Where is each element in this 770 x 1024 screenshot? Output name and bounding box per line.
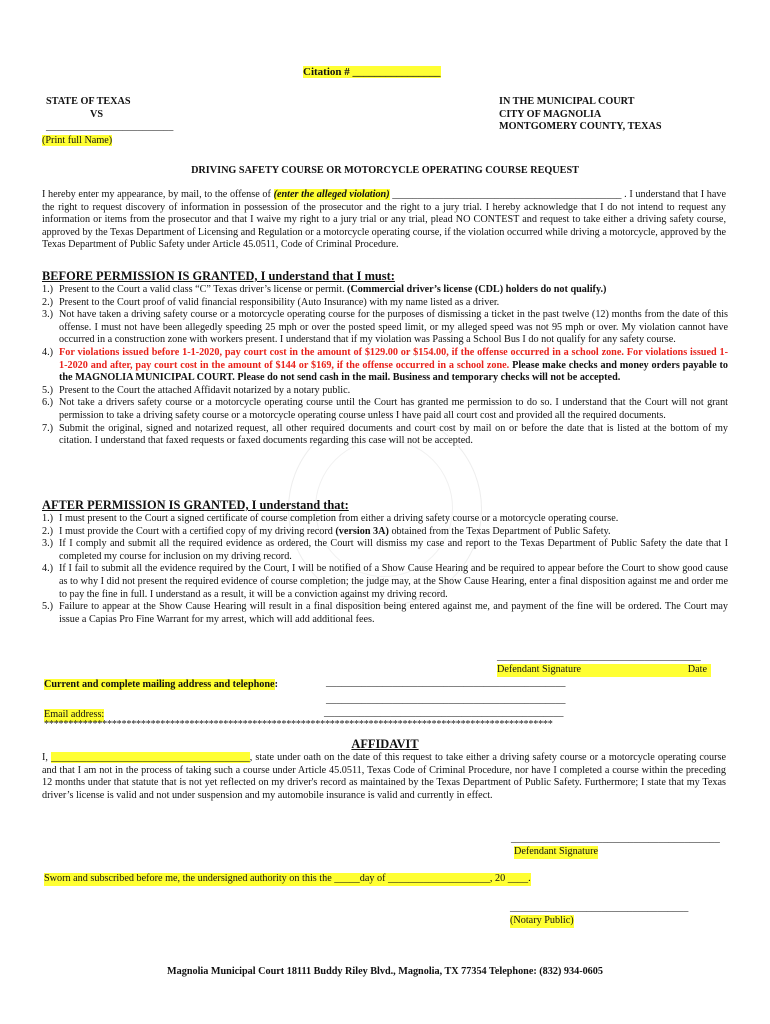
sworn-statement: Sworn and subscribed before me, the undersigned authority on this the _____day of ____________________, 20 ____.	[44, 873, 531, 884]
list-item: 1.) Present to the Court a valid class “C” Texas driver’s license or permit. (Commercial driver’s license (CDL) holders do not qualify.)	[42, 284, 607, 295]
list-item: 2.) I must provide the Court with a certified copy of my driving record (version 3A) obtained from the Texas Department of Public Safety.	[42, 525, 611, 537]
list-item: 5.) Failure to appear at the Show Cause Hearing will result in a final disposition being entered against me, and payment of the fine will be ordered. The Court may issue a Capias Pro Fine Warrant for my arrest, which will add additional fees.	[42, 601, 728, 625]
vs-label: VS	[90, 108, 104, 120]
email-label: Email address:	[44, 709, 105, 720]
citation-blank[interactable]: ________________	[352, 66, 441, 78]
list-item: 5.) Present to the Court the attached Affidavit notarized by a notary public.	[42, 384, 351, 396]
notary-label: (Notary Public)	[510, 915, 574, 926]
date-label: Date	[687, 664, 707, 675]
before-heading: BEFORE PERMISSION IS GRANTED, I understand that I must:	[42, 269, 395, 283]
affidavit-signature-line[interactable]: _________________________________________	[511, 833, 720, 844]
list-item: 4.) If I fail to submit all the evidence required by the Court, I will be notified of a Show Cause Hearing and be required to appear before the Court to show good cause as to why I did not present the required evidence of course completion; the judge may, at the Show Cause Hearing, enter a final disposition against me and order me to pay the fine in full. I understand as a result, it will be a conviction against my driving record.	[42, 563, 728, 600]
address-label: Current and complete mailing address and telephone:	[44, 679, 278, 690]
affidavit-heading: AFFIDAVIT	[351, 737, 419, 751]
list-item: 3.) If I comply and submit all the required evidence as ordered, the Court will dismiss my case and report to the Texas Department of Public Safety the date that I completed my course for inclusion on my driving record.	[42, 538, 728, 562]
after-heading: AFTER PERMISSION IS GRANTED, I understand that:	[42, 498, 349, 512]
defendant-signature-label: Defendant Signature Date	[497, 664, 711, 677]
defendant-signature-line[interactable]: ________________________________________	[497, 651, 701, 662]
list-item: 3.) Not have taken a driving safety course or a motorcycle operating course for the purposes of dismissing a ticket in the past twelve (12) months from the date of this offense. I must not have been allegedly speeding 25 mph or over the posted speed limit, or my alleged speed was not 95 mph or over. My violation cannot have occurred in a construction zone with workers present. I understand that if my violation was Passing a School Bus I do not qualify for any safety course.	[42, 309, 728, 346]
after-section	[42, 498, 728, 626]
email-line[interactable]: _______________________________________________	[324, 707, 564, 718]
city-name: CITY OF MAGNOLIA	[499, 108, 602, 120]
affidavit-signature-label: Defendant Signature	[514, 846, 599, 857]
affidavit-paragraph: I, _______________________________________, state under oath on the date of this request to take either a driving safety course or a motorcycle operating course and that I am not in the process of taking such a course under Article 45.0511, Texas Code of Criminal Procedure, nor have I completed a course within the preceding 12 months under that statute that is not yet reflected on my driver's record as maintained by the Texas Department of Public Safety. Furthermore; I state that my Texas driver’s license is valid and not under suspension and my automobile insurance is valid and currently in effect.	[42, 752, 726, 801]
list-item: 1.) I must present to the Court a signed certificate of course completion from either a driving safety course or a motorcycle operating course.	[42, 513, 619, 524]
notary-signature-line[interactable]: ___________________________________	[510, 902, 689, 913]
intro-paragraph: I hereby enter my appearance, by mail, to the offense of (enter the alleged violation) _____________________________________________ . I understand that I have the right to request discovery of information in possession of the prosecutor and the right to a jury trial. I hereby acknowledge that I do not intend to request any information or items from the prosecutor and that I waive my right to a jury trial or any trial, plead NO CONTEST and request to take either a driving safety course, approved by the Texas Department of Licensing and Regulation or a motorcycle operating course, if the violation occurred while driving a motorcycle, approved by the Texas Department of Public Safety under Article 45.0511, Code of Criminal Procedure.	[42, 189, 726, 251]
page-title: DRIVING SAFETY COURSE OR MOTORCYCLE OPERATING COURSE REQUEST	[191, 165, 579, 176]
list-item: 2.) Present to the Court proof of valid financial responsibility (Auto Insurance) with my name listed as a driver.	[42, 296, 500, 308]
county-name: MONTGOMERY COUNTY, TEXAS	[499, 121, 662, 133]
offense-label: (enter the alleged violation)	[273, 189, 390, 200]
defendant-name-line[interactable]: _________________________	[46, 121, 174, 132]
separator-stars: *********************************************************************************************************	[44, 719, 553, 730]
list-item: 6.) Not take a drivers safety course or a motorcycle operating course until the Court has granted me permission to do so. I understand that the Court will not grant permission to take a driving safety course or a motorcycle operating course unless I have paid all court cost and provided all the required documents.	[42, 397, 728, 421]
address-line-2[interactable]: _______________________________________________	[326, 694, 566, 705]
affiant-name-blank[interactable]: _______________________________________	[51, 752, 250, 763]
print-name-label: (Print full Name)	[42, 135, 113, 146]
citation-number: Citation # ________________	[303, 66, 441, 78]
offense-blank[interactable]: _____________________________________________ .	[389, 189, 630, 200]
list-item: 4.) For violations issued before 1-1-2020, pay court cost in the amount of $129.00 or $154.00, if the offense occurred in a school zone. For violations issued 1-1-2020 and after, pay court cost in the amount of $144 or $169, if the offense occurred in a school zone. Please make checks and money orders payable to the MAGNOLIA MUNICIPAL COURT. Please do not send cash in the mail. Business and temporary checks will not be accepted.	[42, 346, 728, 384]
footer-address: Magnolia Municipal Court 18111 Buddy Riley Blvd., Magnolia, TX 77354 Telephone: (832) 934-0605	[167, 966, 603, 977]
header-right	[499, 96, 662, 134]
header-left	[46, 96, 131, 121]
court-cost-notice: For violations issued before 1-1-2020, pay court cost in the amount of $129.00 or $154.00, if the offense occurred in a school zone. For violations issued 1-1-2020 and after, pay court cost in the amount of $144 or $169, if the offense occurred in a school zone.	[59, 346, 728, 371]
court-name: IN THE MUNICIPAL COURT	[499, 96, 635, 107]
list-item: 7.) Submit the original, signed and notarized request, all other required documents and court cost by mail on or before the date that is listed at the bottom of my citation. I understand that faxed requests or faxed documents regarding this case will not be accepted.	[42, 422, 728, 447]
address-line-1[interactable]: _______________________________________________	[326, 677, 566, 688]
state-label: STATE OF TEXAS	[46, 96, 131, 107]
before-section	[42, 269, 728, 448]
